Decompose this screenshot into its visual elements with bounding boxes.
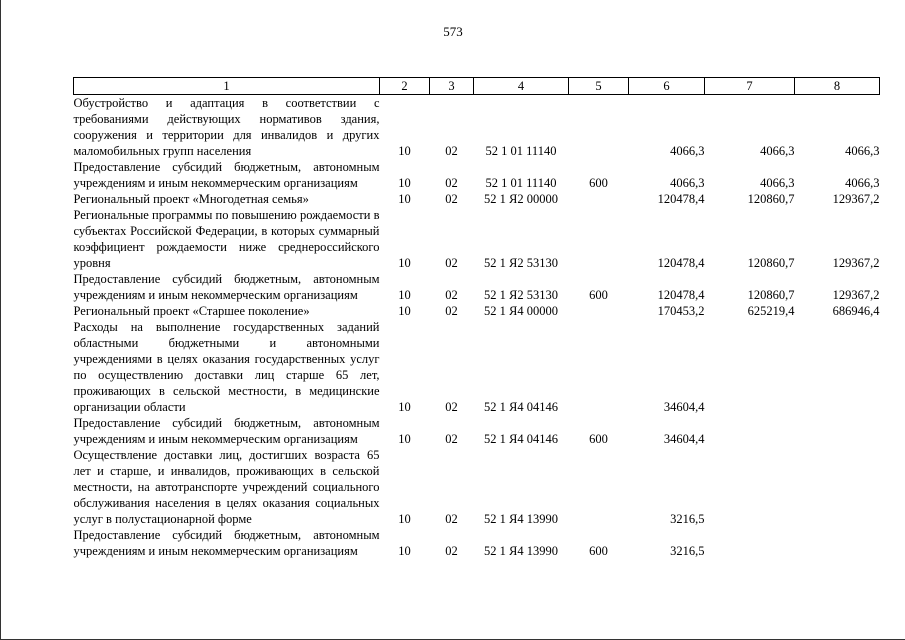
row-expense-type xyxy=(569,207,629,271)
table-row xyxy=(74,527,880,559)
table-row xyxy=(74,159,880,191)
row-description: Осуществление доставки лиц, достигших возраста 65 лет и старше, и инвалидов, проживающих в сельской местности, на автотранспорте учреждений социального обслуживания населения в целях оказания социальных услуг в полустационарной форме xyxy=(73,448,380,526)
table-row xyxy=(74,271,880,303)
row-section-code: 10 xyxy=(398,304,411,318)
row-expense-type: 600 xyxy=(589,288,608,302)
row-description: Региональные программы по повышению рождаемости в субъектах Российской Федерации, в которых суммарный коэффициент рождаемости ниже среднероссийского уровня xyxy=(73,208,380,270)
table-row xyxy=(74,95,880,160)
row-description: Предоставление субсидий бюджетным, автономным учреждениям и иным некоммерческим организациям xyxy=(73,160,380,190)
header-col-3: 3 xyxy=(430,78,474,95)
row-section-code: 10 xyxy=(398,432,411,446)
table-row xyxy=(74,207,880,271)
table-row xyxy=(74,191,880,207)
row-target-article: 52 1 01 11140 xyxy=(485,176,557,190)
table-row xyxy=(74,319,880,415)
row-description: Региональный проект «Старшее поколение» xyxy=(73,304,310,318)
row-target-article: 52 1 Я2 00000 xyxy=(484,192,558,206)
row-amount-year-2 xyxy=(705,415,795,447)
row-subsection-code: 02 xyxy=(445,432,458,446)
row-target-article: 52 1 Я4 13990 xyxy=(484,512,558,526)
row-section-code: 10 xyxy=(398,544,411,558)
table-row xyxy=(74,415,880,447)
header-col-7: 7 xyxy=(705,78,795,95)
row-target-article: 52 1 Я4 00000 xyxy=(484,304,558,318)
row-amount-year-1: 4066,3 xyxy=(670,176,705,190)
row-amount-year-3: 4066,3 xyxy=(845,176,880,190)
row-amount-year-1: 3216,5 xyxy=(670,512,705,526)
row-section-code: 10 xyxy=(398,192,411,206)
row-amount-year-1: 34604,4 xyxy=(663,432,705,446)
row-amount-year-2: 120860,7 xyxy=(747,256,795,270)
row-description: Обустройство и адаптация в соответствии с требованиями действующих нормативов здания, сооружения и территории для инвалидов и других маломобильных групп населения xyxy=(73,96,380,158)
header-col-2: 2 xyxy=(380,78,430,95)
row-expense-type xyxy=(569,319,629,415)
row-amount-year-2: 120860,7 xyxy=(747,192,795,206)
row-amount-year-2: 4066,3 xyxy=(760,144,795,158)
row-target-article: 52 1 Я2 53130 xyxy=(484,288,558,302)
row-amount-year-1: 120478,4 xyxy=(657,288,705,302)
row-expense-type xyxy=(569,303,629,319)
row-amount-year-2: 4066,3 xyxy=(760,176,795,190)
row-section-code: 10 xyxy=(398,144,411,158)
row-expense-type xyxy=(569,447,629,527)
row-amount-year-3 xyxy=(795,447,880,527)
header-col-1: 1 xyxy=(74,78,380,95)
table-row xyxy=(74,447,880,527)
header-col-4: 4 xyxy=(474,78,569,95)
header-col-8: 8 xyxy=(795,78,880,95)
row-description: Расходы на выполнение государственных заданий областными бюджетными и автономными учреждениями в целях оказания государственных услуг по осуществлению доставки лиц старше 65 лет, проживающих в сельской местности, в медицинские организации области xyxy=(73,320,380,414)
row-amount-year-3: 129367,2 xyxy=(832,288,880,302)
row-amount-year-1: 120478,4 xyxy=(657,256,705,270)
row-expense-type xyxy=(569,191,629,207)
row-description: Предоставление субсидий бюджетным, автономным учреждениям и иным некоммерческим организациям xyxy=(73,272,380,302)
row-amount-year-3: 4066,3 xyxy=(845,144,880,158)
row-amount-year-2 xyxy=(705,447,795,527)
row-expense-type: 600 xyxy=(589,176,608,190)
header-col-5: 5 xyxy=(569,78,629,95)
row-section-code: 10 xyxy=(398,256,411,270)
row-amount-year-2: 625219,4 xyxy=(747,304,795,318)
row-section-code: 10 xyxy=(398,400,411,414)
row-amount-year-1: 4066,3 xyxy=(670,144,705,158)
row-subsection-code: 02 xyxy=(445,544,458,558)
row-amount-year-1: 3216,5 xyxy=(670,544,705,558)
row-section-code: 10 xyxy=(398,176,411,190)
row-target-article: 52 1 Я4 04146 xyxy=(484,432,558,446)
row-subsection-code: 02 xyxy=(445,192,458,206)
row-subsection-code: 02 xyxy=(445,144,458,158)
row-expense-type xyxy=(569,95,629,160)
row-subsection-code: 02 xyxy=(445,512,458,526)
row-amount-year-2 xyxy=(705,319,795,415)
row-amount-year-2 xyxy=(705,527,795,559)
row-section-code: 10 xyxy=(398,288,411,302)
row-subsection-code: 02 xyxy=(445,288,458,302)
row-subsection-code: 02 xyxy=(445,400,458,414)
row-amount-year-3 xyxy=(795,319,880,415)
header-col-6: 6 xyxy=(629,78,705,95)
row-target-article: 52 1 Я2 53130 xyxy=(484,256,558,270)
row-subsection-code: 02 xyxy=(445,256,458,270)
header-row xyxy=(74,78,880,95)
row-subsection-code: 02 xyxy=(445,176,458,190)
row-target-article: 52 1 Я4 13990 xyxy=(484,544,558,558)
budget-table xyxy=(73,77,880,559)
row-description: Предоставление субсидий бюджетным, автономным учреждениям и иным некоммерческим организациям xyxy=(73,416,380,446)
row-subsection-code: 02 xyxy=(445,304,458,318)
page-number: 573 xyxy=(443,24,463,39)
row-expense-type: 600 xyxy=(589,544,608,558)
row-amount-year-1: 170453,2 xyxy=(657,304,705,318)
row-amount-year-3 xyxy=(795,527,880,559)
row-target-article: 52 1 Я4 04146 xyxy=(484,400,558,414)
row-section-code: 10 xyxy=(398,512,411,526)
row-description: Региональный проект «Многодетная семья» xyxy=(73,192,309,206)
row-amount-year-3 xyxy=(795,415,880,447)
row-amount-year-2: 120860,7 xyxy=(747,288,795,302)
row-amount-year-3: 686946,4 xyxy=(832,304,880,318)
table-body xyxy=(74,95,880,560)
row-amount-year-3: 129367,2 xyxy=(832,256,880,270)
row-amount-year-3: 129367,2 xyxy=(832,192,880,206)
row-description: Предоставление субсидий бюджетным, автономным учреждениям и иным некоммерческим организациям xyxy=(73,528,380,558)
row-amount-year-1: 120478,4 xyxy=(657,192,705,206)
row-amount-year-1: 34604,4 xyxy=(663,400,705,414)
row-expense-type: 600 xyxy=(589,432,608,446)
row-target-article: 52 1 01 11140 xyxy=(485,144,557,158)
table-row xyxy=(74,303,880,319)
table-header xyxy=(74,78,880,95)
